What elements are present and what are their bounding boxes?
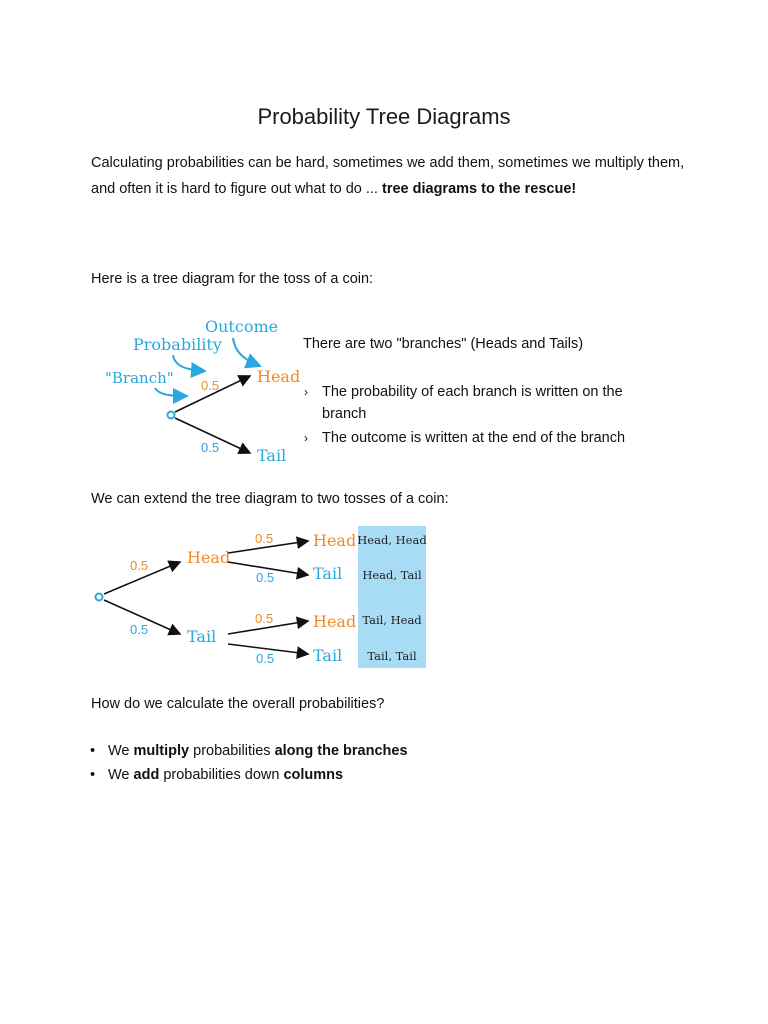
outcome-head-tail: Head, Tail — [362, 568, 422, 582]
rule-item-add — [88, 763, 588, 787]
outcome-label: Outcome — [205, 317, 279, 336]
prob-tt-label: 0.5 — [256, 651, 275, 666]
rule-bold: multiply — [133, 743, 190, 759]
prob-hh-label: 0.5 — [255, 531, 274, 546]
prob-tail-label: 0.5 — [130, 622, 149, 637]
page-title: Probability Tree Diagrams — [257, 104, 511, 129]
root-node — [168, 412, 175, 419]
rule-bold: along the branches — [274, 743, 408, 759]
second-tail-label: Tail — [313, 646, 343, 665]
outcomes-column — [358, 526, 426, 668]
branch-pointer-arrow — [155, 388, 187, 396]
first-tail-label: Tail — [187, 627, 217, 646]
note-item: › The outcome is written at the end of the branch — [302, 427, 642, 449]
prob-th-label: 0.5 — [255, 611, 274, 626]
rule-bold: columns — [283, 767, 344, 783]
second-tail-label: Tail — [313, 564, 343, 583]
note-item: › The probability of each branch is written on the branch — [302, 381, 642, 425]
diagram-notes-list — [302, 381, 642, 451]
rule-text: probabilities down — [163, 767, 280, 783]
rules-list — [88, 739, 588, 787]
outcome-tail-label: Tail — [257, 446, 287, 465]
first-head-label: Head — [187, 548, 231, 567]
outcome-tail-head: Tail, Head — [362, 613, 422, 627]
outcome-pointer-arrow — [233, 338, 260, 366]
branches-note: There are two "branches" (Heads and Tails) — [303, 336, 584, 352]
extend-intro: We can extend the tree diagram to two tosses of a coin: — [91, 491, 449, 507]
probability-pointer-arrow — [173, 355, 205, 371]
rule-text: probabilities — [193, 743, 271, 759]
rule-text: We — [108, 743, 130, 759]
single-toss-tree-diagram — [95, 308, 305, 473]
intro-paragraph — [91, 150, 691, 202]
second-head-label: Head — [313, 531, 357, 550]
intro-text: Calculating probabilities can be hard, sometimes we add them, sometimes we multiply them, and often it is hard to figure out what to do ... — [91, 155, 685, 197]
intro-bold-text: tree diagrams to the rescue! — [382, 181, 577, 197]
prob-head-label: 0.5 — [201, 378, 220, 393]
outcome-head-label: Head — [257, 367, 301, 386]
coin-intro: Here is a tree diagram for the toss of a coin: — [91, 271, 374, 287]
rule-text: We — [108, 767, 130, 783]
outcome-head-head: Head, Head — [357, 533, 427, 547]
second-head-label: Head — [313, 612, 357, 631]
question-text: How do we calculate the overall probabilities? — [91, 696, 385, 712]
probability-label: Probability — [133, 335, 222, 354]
two-toss-tree-diagram — [88, 522, 433, 672]
rule-bold: add — [133, 767, 160, 783]
branch-label: "Branch" — [105, 369, 174, 387]
rule-item-multiply — [88, 739, 588, 763]
prob-head-label: 0.5 — [130, 558, 149, 573]
root-node — [96, 594, 103, 601]
outcome-tail-tail: Tail, Tail — [367, 649, 417, 663]
prob-tail-label: 0.5 — [201, 440, 220, 455]
prob-ht-label: 0.5 — [256, 570, 275, 585]
